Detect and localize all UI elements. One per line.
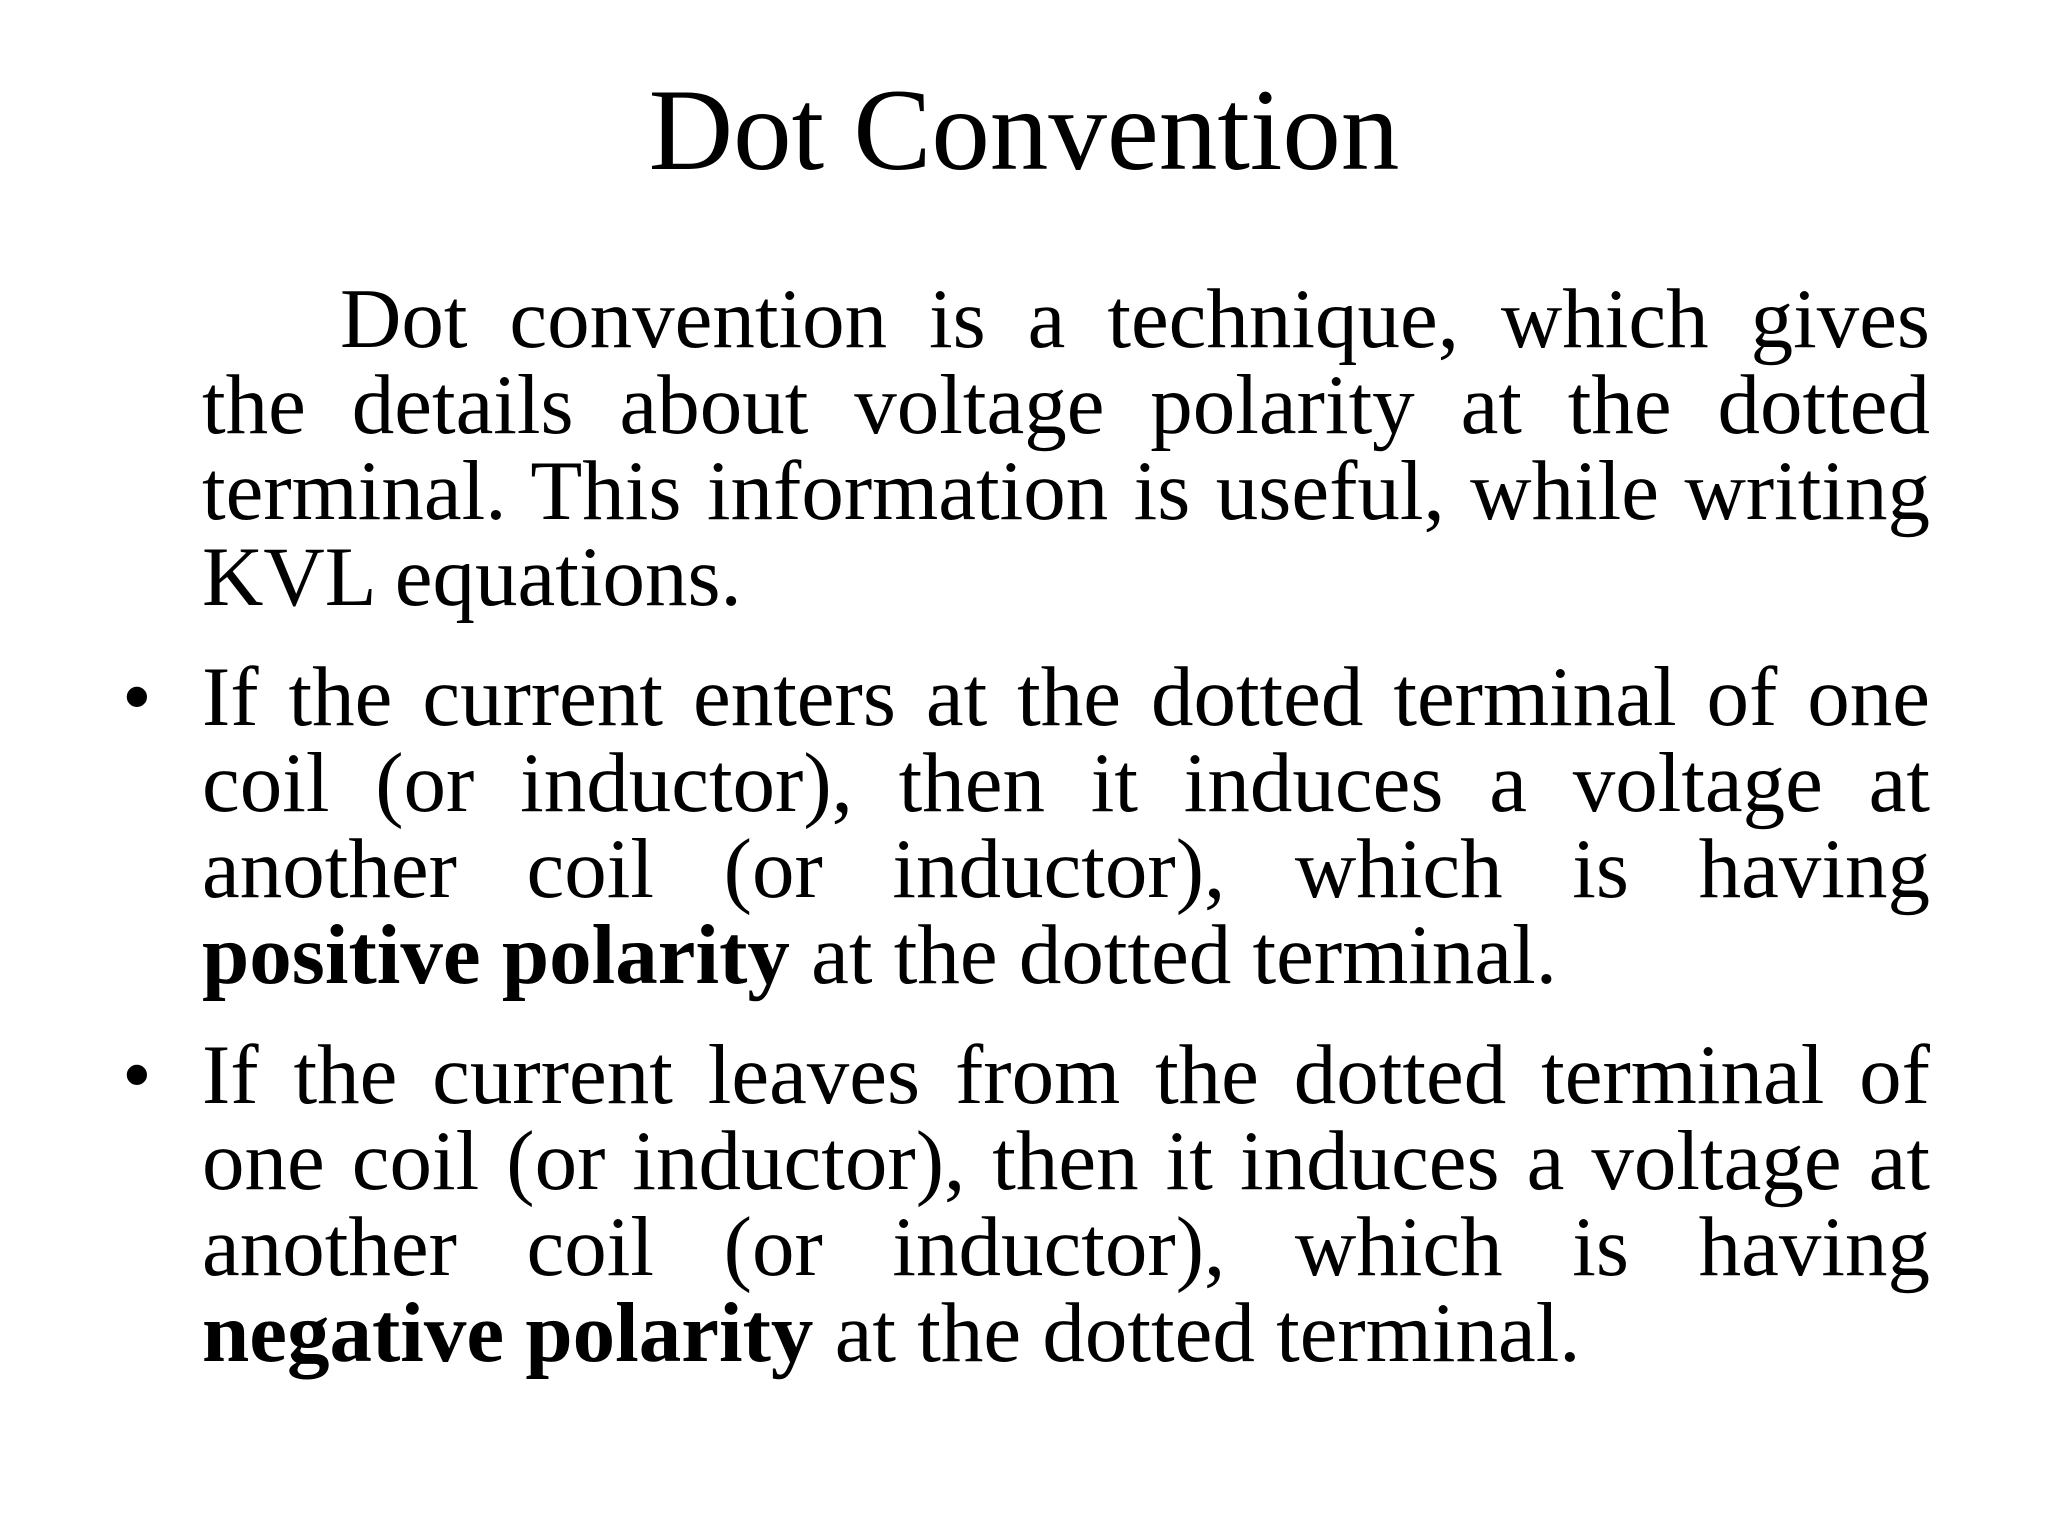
bullet-item-negative [122, 1028, 1930, 1380]
slide-body [122, 272, 1930, 1380]
bullet-item-positive [122, 650, 1930, 1002]
bullet-text-before: If the current enters at the dotted terminal of one coil (or inductor), then it induces a voltage at another coil (or inductor), which is having [202, 650, 1930, 916]
bullet-text-before: If the current leaves from the dotted terminal of one coil (or inductor), then it induces a voltage at another coil (or inductor), which is having [202, 1028, 1930, 1294]
bullet-icon: • [122, 650, 152, 744]
bullet-bold-term: negative polarity [202, 1286, 814, 1380]
bullet-icon: • [122, 1028, 152, 1122]
bullet-text-after: at the dotted terminal. [813, 1286, 1581, 1380]
intro-paragraph: Dot convention is a technique, which gives the details about voltage polarity at the dotted terminal. This information is useful, while writing KVL equations. [202, 272, 1930, 624]
bullet-text-after: at the dotted terminal. [789, 908, 1558, 1002]
slide-title: Dot Convention [648, 66, 1400, 195]
bullet-bold-term: positive polarity [202, 908, 790, 1002]
